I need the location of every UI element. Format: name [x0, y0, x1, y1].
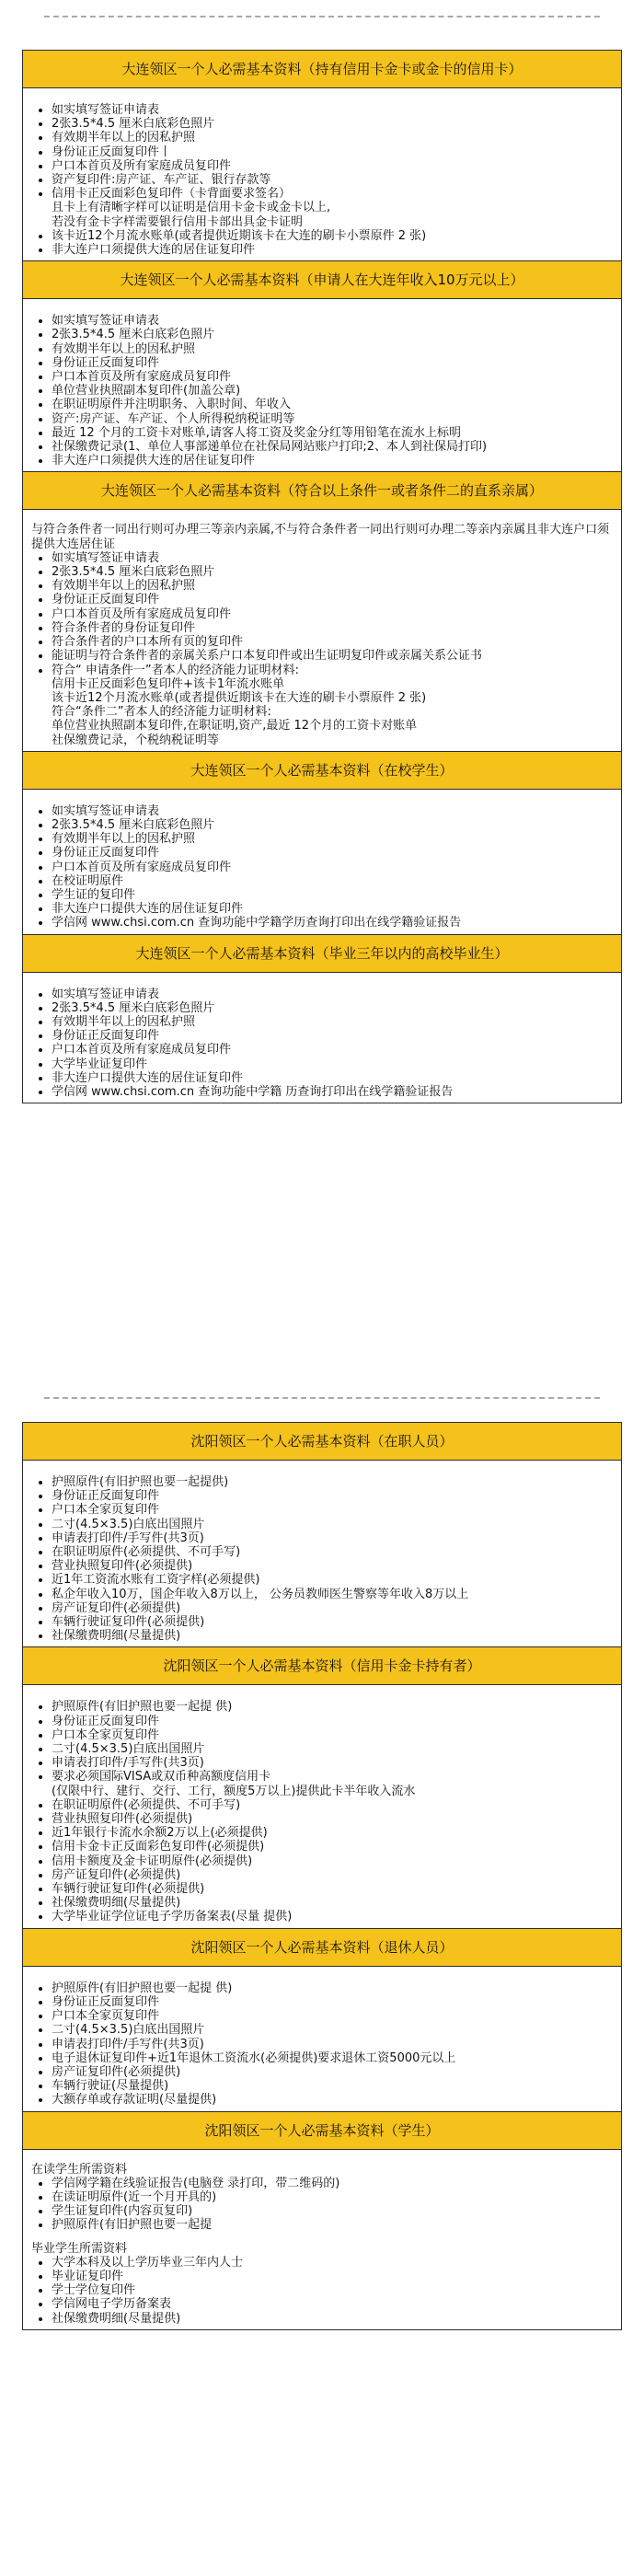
list-item: • 营业执照复印件(必须提供): [52, 1812, 613, 1826]
list-item: • 车辆行驶证复印件(必须提供): [52, 1882, 613, 1896]
list-item: • 有效期半年以上的因私护照: [52, 131, 613, 144]
list-item: • 户口本首页及所有家庭成员复印件: [52, 861, 613, 874]
list-item: • 护照原件(有旧护照也要一起提 供): [52, 1700, 613, 1714]
list-item: • 车辆行驶证复印件(必须提供): [52, 1615, 613, 1629]
card-body: [23, 1967, 621, 2111]
card-dalian-gold-card: [22, 50, 622, 261]
list-item: • 学生证复印件(内容页复印): [52, 2204, 613, 2218]
list-item: • 如实填写签证申请表: [52, 551, 613, 565]
card-title: 沈阳领区一个人必需基本资料（信用卡金卡持有者）: [23, 1647, 621, 1685]
list-item: • 户口本首页及所有家庭成员复印件: [52, 159, 613, 173]
continuation-line: 社保缴费记录，个税纳税证明等: [52, 733, 220, 747]
card-body: [23, 1461, 621, 1646]
list-item: • 毕业证复印件: [52, 2270, 613, 2283]
card-title: 沈阳领区一个人必需基本资料（学生）: [23, 2112, 621, 2150]
card-shenyang-retired: [22, 1928, 622, 2112]
list-item: • 私企年收入10万，国企年收入8万以上， 公务员教师医生警察等年收入8万以上: [52, 1588, 613, 1601]
dalian-region: [22, 50, 622, 1103]
requirement-list: [31, 2256, 613, 2326]
card-body: [23, 299, 621, 471]
list-item: • 如实填写签证申请表: [52, 988, 613, 1001]
list-item: • 学信网 www.chsi.com.cn 查询功能中学籍学历查询打印出在线学籍验证报告: [52, 916, 613, 930]
list-item: • 非大连户口提供大连的居住证复印件: [52, 1071, 613, 1085]
card-dalian-income: [22, 260, 622, 472]
list-item: • 护照原件(有旧护照也要一起提 供): [52, 1981, 613, 1995]
list-item: • 身份证正反面复印件丨: [52, 145, 613, 159]
list-item: • 近1年工资流水账有工资字样(必须提供): [52, 1573, 613, 1587]
list-item: • 要求必须国际VISA或双币种高额度信用卡: [52, 1770, 613, 1784]
list-item: • 有效期半年以上的因私护照: [52, 832, 613, 846]
list-item: • 护照原件(有旧护照也要一起提: [52, 2218, 613, 2232]
list-item: • 非大连户口须提供大连的居住证复印件: [52, 454, 613, 468]
list-item: • 在职证明原件并注明职务、入职时间、年收入: [52, 398, 613, 411]
continuation-line: 单位营业执照副本复印件,在职证明,资产,最近 12个月的工资卡对账单: [52, 719, 418, 734]
list-item: • 最近 12 个月的工资卡对账单,请客人将工资及奖金分红等用铅笔在流水上标明: [52, 426, 613, 440]
card-body: [23, 2150, 621, 2329]
list-item: • 身份证正反面复印件: [52, 1489, 613, 1503]
list-item: • 该卡近12个月流水账单(或者提供近期该卡在大连的刷卡小票原件 2 张): [52, 229, 613, 243]
list-item: • 申请表打印件/手写件(共3页): [52, 1756, 613, 1770]
list-item: • 大学本科及以上学历毕业三年内人士: [52, 2256, 613, 2270]
continuation-line: 符合“条件二”者本人的经济能力证明材料:: [52, 705, 271, 720]
list-item: • 信用卡额度及金卡证明原件(必须提供): [52, 1854, 613, 1868]
card-body: [23, 88, 621, 260]
list-item: • 如实填写签证申请表: [52, 314, 613, 328]
intro-text: 与符合条件者一同出行则可办理三等亲内亲属,不与符合条件者一同出行则可办理二等亲内亲属且非大连户口须提供大连居住证: [31, 523, 610, 551]
list-item: • 社保缴费明细(尽量提供): [52, 2312, 613, 2326]
card-title: 大连领区一个人必需基本资料（在校学生）: [23, 752, 621, 790]
list-item: • 社保缴费明细(尽量提供): [52, 1896, 613, 1910]
list-item: • 如实填写签证申请表: [52, 804, 613, 818]
list-item: • 社保缴费记录(1、单位人事部递单位在社保局网站账户打印;2、本人到社保局打印): [52, 440, 613, 454]
continuation-line: 且卡上有清晰字样可以证明是信用卡金卡或金卡以上,: [52, 201, 331, 215]
list-item: • 信用卡金卡正反面彩色复印件(必须提供): [52, 1840, 613, 1854]
list-item: • 符合条件者的户口本所有页的复印件: [52, 635, 613, 649]
list-item: • 身份证正反面复印件: [52, 1715, 613, 1728]
list-item: • 有效期半年以上的因私护照: [52, 1015, 613, 1029]
list-item: • 在职证明原件(必须提供、不可手写): [52, 1545, 613, 1559]
list-item: • 电子退休证复印件+近1年退休工资流水(必须提供)要求退休工资5000元以上: [52, 2051, 613, 2065]
list-item: • 在读证明原件(近一个月开具的): [52, 2190, 613, 2204]
list-item: • 2张3.5*4.5 厘米白底彩色照片: [52, 565, 613, 579]
requirement-list: [31, 551, 613, 677]
list-item: • 二寸(4.5×3.5)白底出国照片: [52, 1518, 613, 1531]
list-item: • 非大连户口须提供大连的居住证复印件: [52, 243, 613, 257]
list-item: • 户口本首页及所有家庭成员复印件: [52, 607, 613, 621]
list-item: • 社保缴费明细(尽量提供): [52, 1629, 613, 1643]
card-body: [23, 510, 621, 750]
list-item: • 大学毕业证学位证电子学历备案表(尽量 提供): [52, 1910, 613, 1923]
requirement-list: [31, 229, 613, 257]
list-item: • 有效期半年以上的因私护照: [52, 342, 613, 356]
list-item: • 房产证复印件(必须提供): [52, 1868, 613, 1882]
list-item: • 学生证的复印件: [52, 888, 613, 902]
list-item: • 如实填写签证申请表: [52, 103, 613, 117]
card-shenyang-employed: [22, 1422, 622, 1647]
list-item: • 户口本首页及所有家庭成员复印件: [52, 1043, 613, 1057]
requirement-list: [31, 1475, 613, 1643]
list-item: • 户口本首页及所有家庭成员复印件: [52, 370, 613, 384]
list-item: • 营业执照复印件(必须提供): [52, 1559, 613, 1573]
list-item: • 近1年银行卡流水余额2万以上(必须提供): [52, 1826, 613, 1840]
list-item: • 资产:房产证、车产证、个人所得税纳税证明等: [52, 412, 613, 426]
list-item: • 大学毕业证复印件: [52, 1057, 613, 1071]
list-item: • 在职证明原件(必须提供、不可手写): [52, 1798, 613, 1812]
list-item: • 身份证正反面复印件: [52, 846, 613, 860]
list-item: • 2张3.5*4.5 厘米白底彩色照片: [52, 328, 613, 341]
list-item: • 学信网电子学历备案表: [52, 2297, 613, 2311]
list-item: • 身份证正反面复印件: [52, 593, 613, 606]
list-item: • 符合条件者的身份证复印件: [52, 621, 613, 635]
list-item: • 能证明与符合条件者的亲属关系户口本复印件或出生证明复印件或亲属关系公证书: [52, 649, 613, 663]
list-item: • 2张3.5*4.5 厘米白底彩色照片: [52, 117, 613, 131]
card-shenyang-student: [22, 2111, 622, 2330]
list-item: • 单位营业执照副本复印件(加盖公章): [52, 384, 613, 398]
requirement-list: [31, 1798, 613, 1924]
list-item: • 身份证正反面复印件: [52, 356, 613, 370]
list-item: • 二寸(4.5×3.5)白底出国照片: [52, 1742, 613, 1756]
list-item: • 符合“ 申请条件一”者本人的经济能力证明材料:: [52, 664, 613, 677]
list-item: • 户口本全家页复印件: [52, 1728, 613, 1742]
list-item: • 车辆行驶证(尽量提供): [52, 2079, 613, 2093]
card-shenyang-gold-card: [22, 1646, 622, 1928]
card-body: [23, 1685, 621, 1927]
list-item: • 学信网 www.chsi.com.cn 查询功能中学籍 历查询打印出在线学籍验证报告: [52, 1085, 613, 1099]
continuation-line: 若没有金卡字样需要银行信用卡部出具金卡证明: [52, 214, 304, 229]
card-body: [23, 973, 621, 1103]
list-item: • 大额存单或存款证明(尽量提供): [52, 2093, 613, 2107]
card-body: [23, 790, 621, 934]
list-item: • 申请表打印件/手写件(共3页): [52, 1531, 613, 1545]
list-item: • 资产复印件:房产证、车产证、银行存款等: [52, 173, 613, 187]
list-item: • 房产证复印件(必须提供): [52, 2065, 613, 2079]
list-item: • 户口本全家页复印件: [52, 2009, 613, 2023]
list-item: • 二寸(4.5×3.5)白底出国照片: [52, 2023, 613, 2037]
continuation-line: 该卡近12个月流水账单(或者提供近期该卡在大连的刷卡小票原件 2 张): [52, 690, 427, 705]
card-title: 大连领区一个人必需基本资料（符合以上条件一或者条件二的直系亲属）: [23, 472, 621, 510]
list-item: • 身份证正反面复印件: [52, 1029, 613, 1043]
card-dalian-relatives: [22, 471, 622, 751]
card-title: 沈阳领区一个人必需基本资料（在职人员）: [23, 1423, 621, 1461]
top-divider: [44, 16, 600, 17]
requirement-list: [31, 314, 613, 468]
list-item: • 学信网学籍在线验证报告(电脑登 录打印，带二维码的): [52, 2177, 613, 2190]
list-item: • 身份证正反面复印件: [52, 1995, 613, 2009]
continuation-line: 信用卡正反面彩色复印件+该卡1年流水账单: [52, 676, 285, 691]
list-item: • 房产证复印件(必须提供): [52, 1601, 613, 1615]
subsection-heading: 在读学生所需资料: [31, 2162, 128, 2177]
requirement-list: [31, 2177, 613, 2233]
card-dalian-graduate: [22, 934, 622, 1104]
middle-divider: [44, 1397, 600, 1399]
list-item: • 2张3.5*4.5 厘米白底彩色照片: [52, 1001, 613, 1015]
card-title: 沈阳领区一个人必需基本资料（退休人员）: [23, 1929, 621, 1967]
requirement-list: [31, 103, 613, 201]
list-item: • 在校证明原件: [52, 874, 613, 888]
requirement-list: [31, 1981, 613, 2108]
list-item: • 户口本全家页复印件: [52, 1503, 613, 1517]
requirement-list: [31, 1700, 613, 1784]
list-item: • 学士学位复印件: [52, 2283, 613, 2297]
subsection-heading: 毕业学生所需资料: [31, 2241, 128, 2256]
list-item: • 申请表打印件/手写件(共3页): [52, 2038, 613, 2051]
list-item: • 有效期半年以上的因私护照: [52, 579, 613, 593]
requirement-list: [31, 804, 613, 930]
list-item: • 非大连户口提供大连的居住证复印件: [52, 902, 613, 916]
list-item: • 护照原件(有旧护照也要一起提供): [52, 1475, 613, 1489]
card-dalian-student: [22, 751, 622, 935]
card-title: 大连领区一个人必需基本资料（申请人在大连年收入10万元以上）: [23, 261, 621, 299]
card-title: 大连领区一个人必需基本资料（持有信用卡金卡或金卡的信用卡）: [23, 51, 621, 88]
list-item: • 信用卡正反面彩色复印件（卡背面要求签名）: [52, 187, 613, 201]
requirement-list: [31, 988, 613, 1100]
continuation-line: (仅限中行、建行、交行、工行，额度5万以上)提供此卡半年收入流水: [52, 1784, 416, 1798]
shenyang-region: [22, 1422, 622, 2330]
card-title: 大连领区一个人必需基本资料（毕业三年以内的高校毕业生）: [23, 935, 621, 973]
list-item: • 2张3.5*4.5 厘米白底彩色照片: [52, 818, 613, 832]
